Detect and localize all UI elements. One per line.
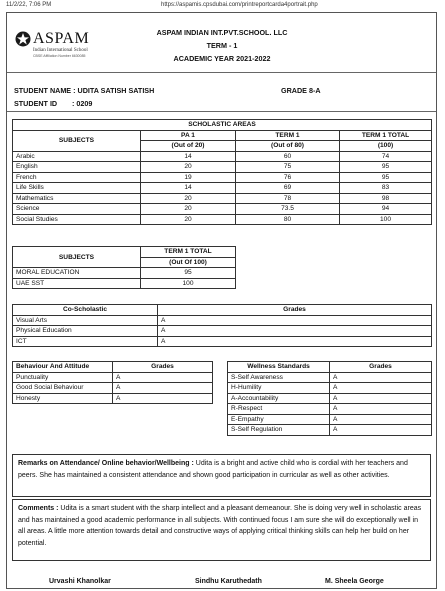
col-term1-total: TERM 1 TOTAL (141, 247, 236, 258)
remarks-text: Udita is a bright and active child who is cordial with her teachers and peers. She has maintained a consistent attendance and shown good participation in curricular as well as other activities. (18, 460, 408, 479)
pa1-cell: 14 (141, 151, 236, 162)
academic-year: ACADEMIC YEAR 2021-2022 (173, 54, 271, 63)
grade-cell: A (330, 425, 432, 436)
area-cell: Honesty (13, 393, 113, 404)
pa1-cell: 20 (141, 204, 236, 215)
logo-wordmark: ASPAM (33, 30, 90, 47)
col-total-sub: (Out Of 100) (141, 257, 236, 268)
total-cell: 74 (340, 151, 432, 162)
total-cell: 83 (340, 183, 432, 194)
header-divider (7, 72, 436, 73)
browser-header (6, 2, 439, 11)
grade-cell: A (330, 383, 432, 394)
col-subjects: SUBJECTS (13, 247, 141, 268)
student-id-label: STUDENT ID (14, 99, 58, 108)
total-cell: 95 (340, 162, 432, 173)
logo-subtitle: Indian International School (33, 48, 88, 53)
col-wellness: Wellness Standards (228, 362, 330, 373)
table-row (13, 278, 236, 289)
subject-cell: French (13, 172, 141, 183)
table-row (13, 372, 213, 383)
area-cell: Punctuality (13, 372, 113, 383)
table-row (13, 214, 432, 225)
student-name-row (14, 86, 154, 95)
subject-cell: Arabic (13, 151, 141, 162)
col-subjects: SUBJECTS (13, 130, 141, 151)
student-id: : 0209 (72, 99, 93, 108)
grade-cell: A (330, 414, 432, 425)
comments-text: Udita is a smart student with the sharp intellect and a pleasant demeanour. She is doing very well in scholastic areas and has maintained a good academic performance in all subjects. With continued focus I am sure she will do exceptionally well in all areas. A little more attention towards detail and constructive ways of applying critical thinking skills can help her build on her potential. (18, 505, 422, 547)
total-cell: 95 (141, 268, 236, 279)
other-subjects-table (12, 246, 236, 289)
area-cell: Physical Education (13, 326, 158, 337)
table-row (13, 172, 432, 183)
table-row (228, 372, 432, 383)
scholastic-title: SCHOLASTIC AREAS (13, 120, 432, 131)
area-cell: Visual Arts (13, 315, 158, 326)
pa1-cell: 20 (141, 193, 236, 204)
term-title: TERM - 1 (206, 41, 238, 50)
print-datetime: 11/2/22, 7:06 PM (6, 2, 52, 8)
comments-label: Comments : (18, 505, 59, 512)
table-row (13, 326, 432, 337)
subject-cell: Social Studies (13, 214, 141, 225)
col-pa1: PA 1 (141, 130, 236, 141)
area-cell: A-Accountability (228, 393, 330, 404)
col-grades: Grades (113, 362, 213, 373)
term1-cell: 60 (236, 151, 340, 162)
signature-supervisor: Sindhu Karuthedath (195, 578, 262, 585)
subject-cell: Science (13, 204, 141, 215)
wellness-table (227, 361, 432, 436)
pa1-cell: 20 (141, 214, 236, 225)
behaviour-table (12, 361, 213, 404)
term1-cell: 75 (236, 162, 340, 173)
col-grades: Grades (330, 362, 432, 373)
area-cell: R-Respect (228, 404, 330, 415)
table-row (228, 414, 432, 425)
logo-tagline: CBSE Affiliation Number 6630085 (33, 54, 86, 58)
pa1-cell: 20 (141, 162, 236, 173)
total-cell: 100 (141, 278, 236, 289)
term1-cell: 78 (236, 193, 340, 204)
table-row (13, 151, 432, 162)
subject-cell: UAE SST (13, 278, 141, 289)
table-row (13, 183, 432, 194)
col-pa1-sub: (Out of 20) (141, 141, 236, 152)
table-row (13, 336, 432, 347)
term1-cell: 69 (236, 183, 340, 194)
area-cell: S-Self Regulation (228, 425, 330, 436)
report-header (7, 13, 436, 73)
remarks-label: Remarks on Attendance/ Online behavior/Wellbeing : (18, 460, 194, 467)
table-row (13, 204, 432, 215)
col-behaviour: Behaviour And Attitude (13, 362, 113, 373)
table-row (228, 425, 432, 436)
subject-cell: Life Skills (13, 183, 141, 194)
subject-cell: English (13, 162, 141, 173)
total-cell: 100 (340, 214, 432, 225)
col-term1-sub: (Out of 80) (236, 141, 340, 152)
area-cell: Good Social Behaviour (13, 383, 113, 394)
table-row (13, 193, 432, 204)
table-row (228, 393, 432, 404)
term1-cell: 76 (236, 172, 340, 183)
student-divider (7, 111, 436, 112)
grade-cell: A (158, 336, 432, 347)
area-cell: E-Empathy (228, 414, 330, 425)
term1-cell: 73.5 (236, 204, 340, 215)
school-logo (15, 30, 97, 60)
grade-cell: A (113, 372, 213, 383)
area-cell: H-Humility (228, 383, 330, 394)
term1-cell: 80 (236, 214, 340, 225)
table-row (228, 383, 432, 394)
table-row (13, 315, 432, 326)
table-row (13, 393, 213, 404)
table-row (13, 268, 236, 279)
student-grade: GRADE 8-A (281, 86, 321, 95)
scholastic-table (12, 119, 432, 225)
grade-cell: A (113, 383, 213, 394)
signature-principal: M. Sheela George (325, 578, 384, 585)
school-name: ASPAM INDIAN INT.PVT.SCHOOL. LLC (156, 28, 288, 37)
area-cell: ICT (13, 336, 158, 347)
total-cell: 95 (340, 172, 432, 183)
grade-cell: A (158, 326, 432, 337)
pa1-cell: 19 (141, 172, 236, 183)
grade-cell: A (330, 404, 432, 415)
remarks-box (12, 454, 431, 497)
student-name-label: STUDENT NAME : (14, 86, 76, 95)
grade-cell: A (113, 393, 213, 404)
col-term1: TERM 1 (236, 130, 340, 141)
grade-cell: A (330, 393, 432, 404)
subject-cell: Mathematics (13, 193, 141, 204)
pa1-cell: 14 (141, 183, 236, 194)
page-url[interactable]: https://aspamis.cpsdubai.com/printreportcarda4portrait.php (161, 2, 318, 8)
col-term1-total: TERM 1 TOTAL (340, 130, 432, 141)
col-co-scholastic: Co-Scholastic (13, 305, 158, 316)
subject-cell: MORAL EDUCATION (13, 268, 141, 279)
comments-box (12, 499, 431, 561)
grade-cell: A (330, 372, 432, 383)
table-row (228, 404, 432, 415)
grade-cell: A (158, 315, 432, 326)
col-total-sub: (100) (340, 141, 432, 152)
total-cell: 98 (340, 193, 432, 204)
co-scholastic-table (12, 304, 432, 347)
signature-class-teacher: Urvashi Khanolkar (49, 578, 111, 585)
area-cell: S-Self Awareness (228, 372, 330, 383)
star-emblem-icon (15, 31, 31, 47)
student-name: UDITA SATISH SATISH (77, 86, 155, 95)
col-grades: Grades (158, 305, 432, 316)
table-row (13, 162, 432, 173)
report-card (6, 12, 437, 589)
total-cell: 94 (340, 204, 432, 215)
table-row (13, 383, 213, 394)
student-id-row (14, 99, 92, 108)
